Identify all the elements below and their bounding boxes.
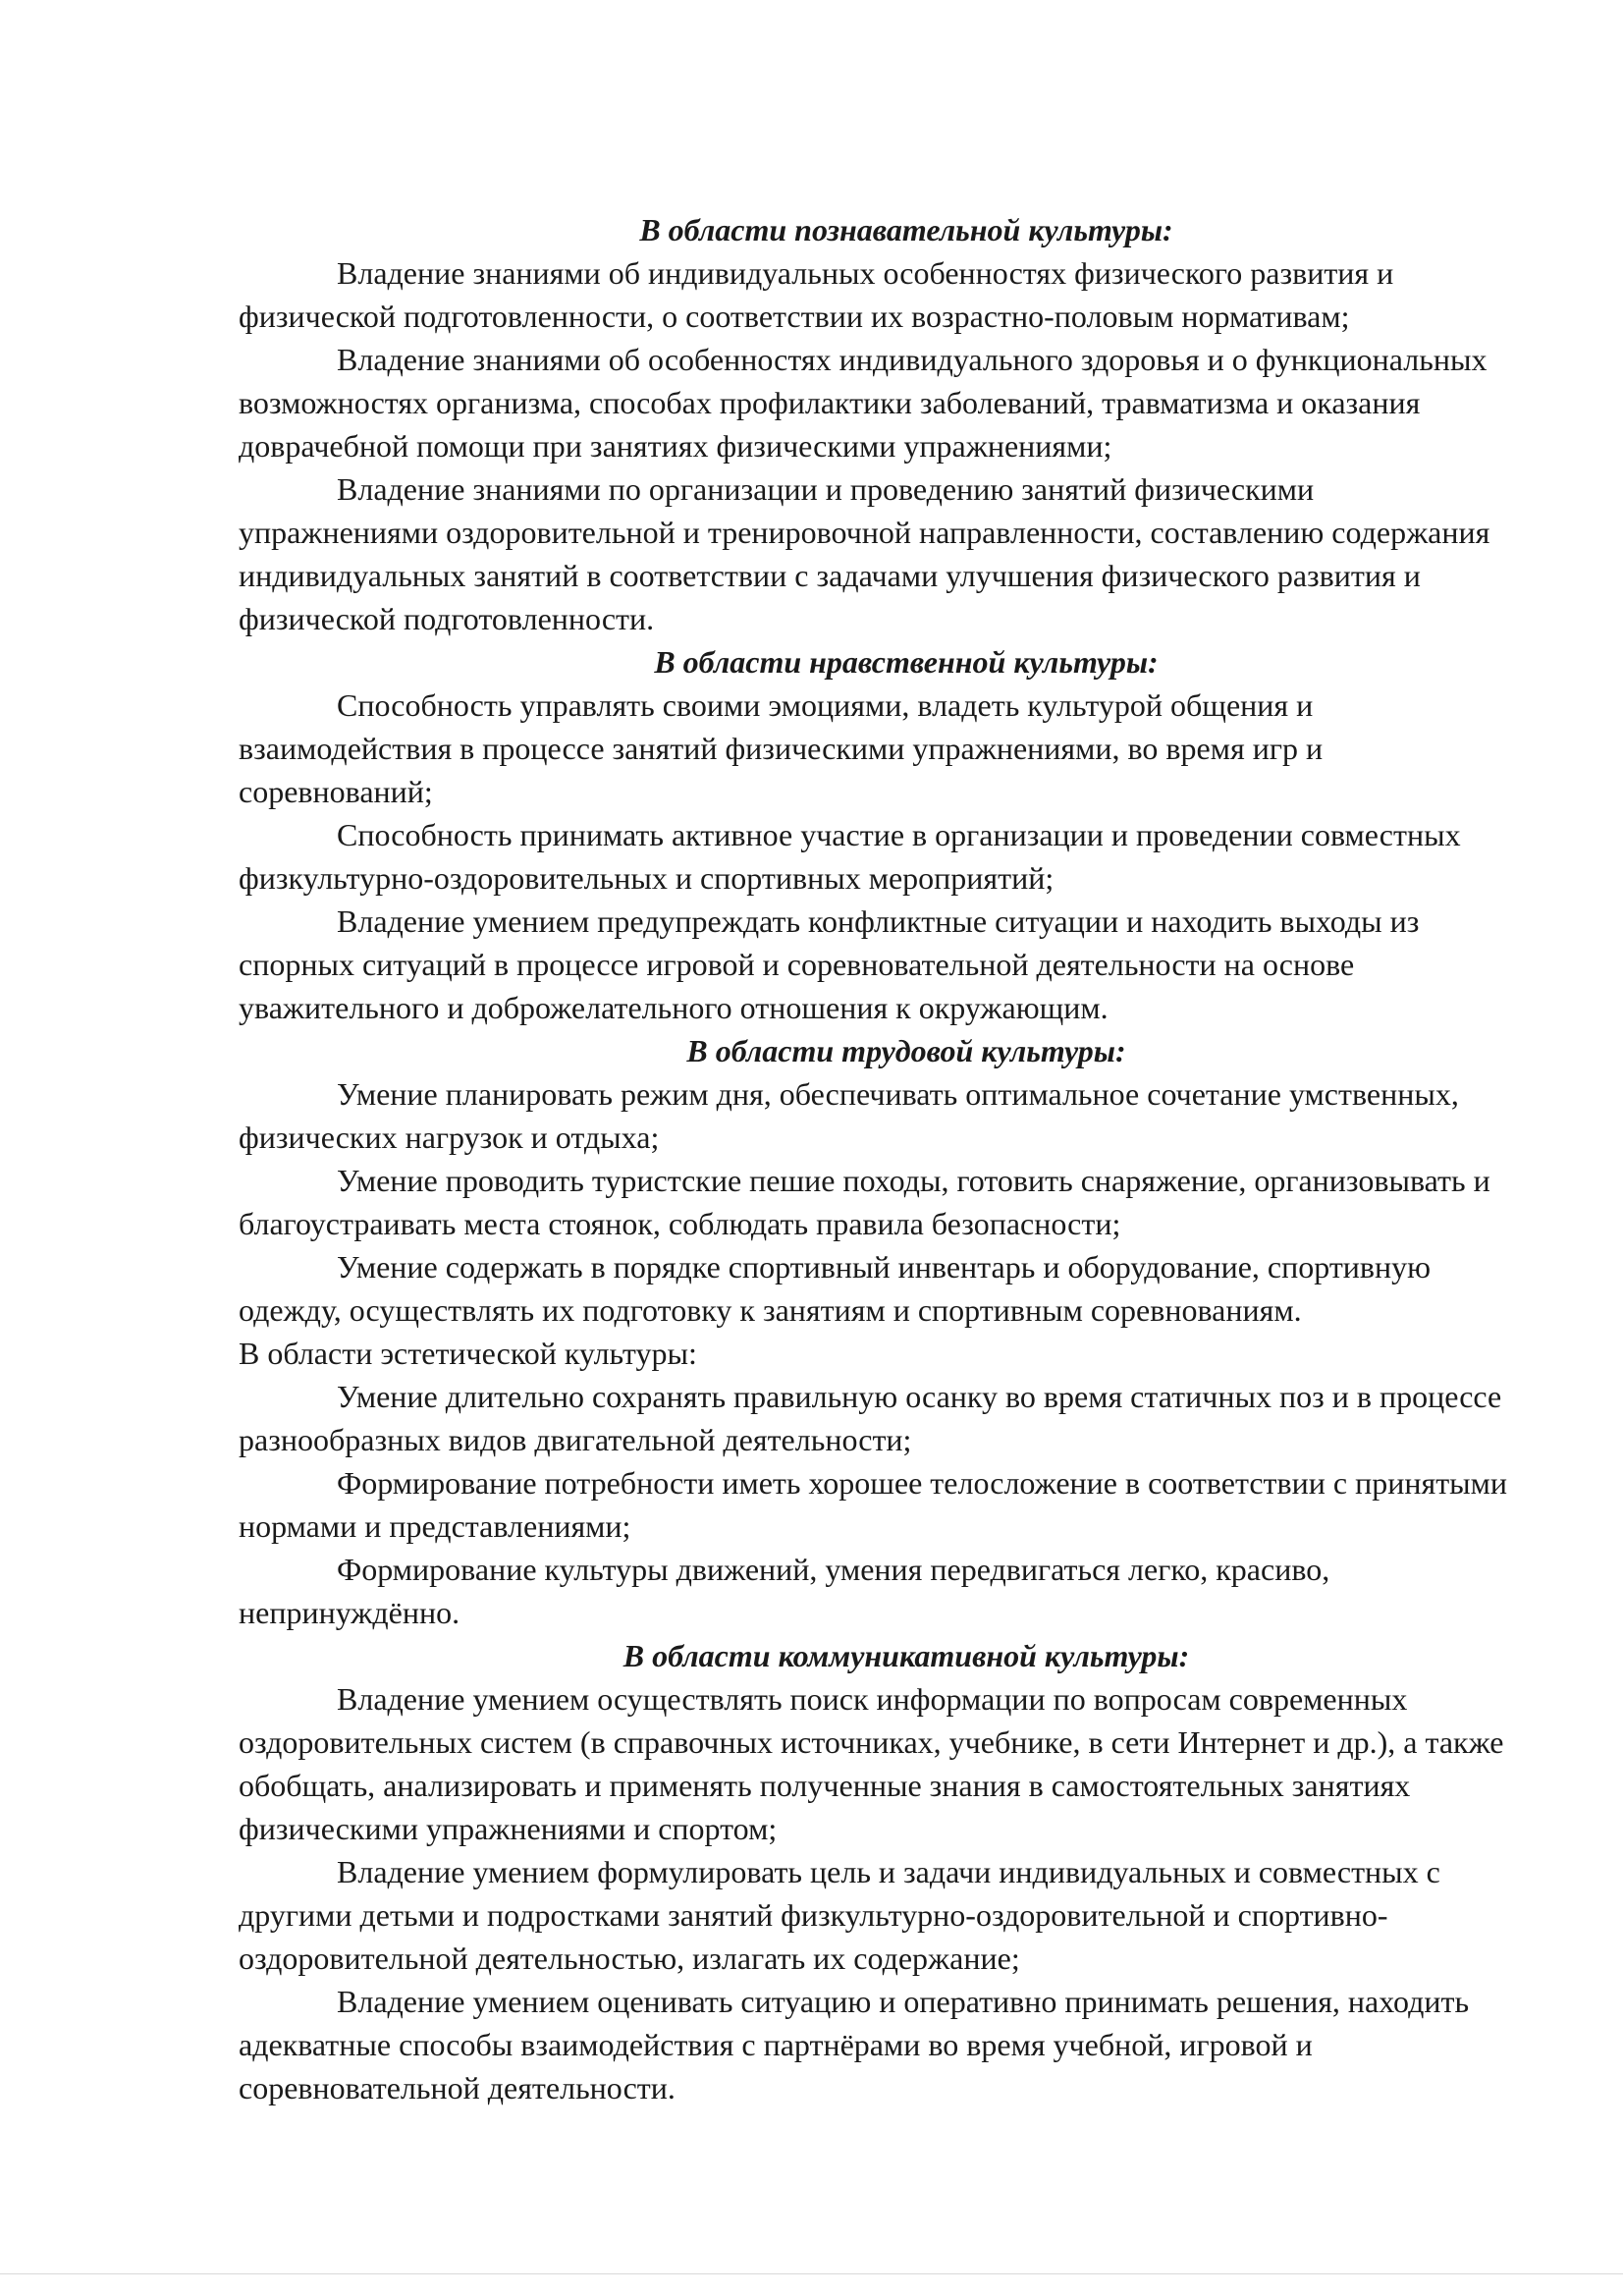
paragraph: Владение умением оценивать ситуацию и оперативно принимать решения, находить адекватные способы взаимодействия с партнёрами во время учебной, игровой и соревновательной деятельности. [239,1984,1470,2105]
paragraph: Способность управлять своими эмоциями, владеть культурой общения и взаимодействия в процессе занятий физическими упражнениями, во время игр и соревнований; [239,687,1324,809]
paragraph: Формирование культуры движений, умения передвигаться легко, красиво, непринуждённо. [239,1552,1330,1630]
paragraph: Способность принимать активное участие в организации и проведении совместных физкультурно-оздоровительных и спортивных мероприятий; [239,817,1461,896]
paragraph: Умение проводить туристские пешие походы, готовить снаряжение, организовывать и благоустраивать места стоянок, соблюдать правила безопасности; [239,1163,1490,1241]
heading-cognitive: В области познавательной культуры: [639,212,1173,247]
paragraph: Владение знаниями об особенностях индивидуального здоровья и о функциональных возможностях организма, способах профилактики заболеваний, травматизма и оказания доврачебной помощи при занятиях физическими упражнениями; [239,342,1488,464]
paragraph: Умение содержать в порядке спортивный инвентарь и оборудование, спортивную одежду, осуществлять их подготовку к занятиям и спортивным соревнованиям. [239,1249,1432,1328]
paragraph: Владение знаниями по организации и проведению занятий физическими упражнениями оздоровительной и тренировочной направленности, составлению содержания индивидуальных занятий в соответствии с задачами улучшения физического развития и физической подготовленности. [239,471,1490,636]
paragraph: Владение знаниями об индивидуальных особенностях физического развития и физической подготовленности, о соответствии их возрастно-половым нормативам; [239,255,1394,334]
heading-labor: В области трудовой культуры: [686,1033,1126,1068]
paragraph: Владение умением предупреждать конфликтные ситуации и находить выходы из спорных ситуаций в процессе игровой и соревновательной деятельности на основе уважительного и доброжелательного отношения к окружающим. [239,903,1420,1025]
paragraph: Умение планировать режим дня, обеспечивать оптимальное сочетание умственных, физических нагрузок и отдыха; [239,1076,1459,1155]
page-bottom-edge [0,2273,1623,2274]
paragraph: Умение длительно сохранять правильную осанку во время статичных поз и в процессе разнообразных видов двигательной деятельности; [239,1379,1502,1457]
paragraph: Формирование потребности иметь хорошее телосложение в соответствии с принятыми нормами и представлениями; [239,1465,1508,1544]
heading-communicative: В области коммуникативной культуры: [622,1638,1190,1673]
paragraph: Владение умением формулировать цель и задачи индивидуальных и совместных с другими детьми и подростками занятий физкультурно-оздоровительной и спортивно-оздоровительной деятельностью, излагать их содержание; [239,1854,1440,1976]
document-page [239,208,1515,2109]
heading-moral: В области нравственной культуры: [654,644,1159,680]
paragraph: Владение умением осуществлять поиск информации по вопросам современных оздоровительных систем (в справочных источниках, учебнике, в сети Интернет и др.), а также обобщать, анализировать и применять полученные знания в самостоятельных занятиях физическими упражнениями и спортом; [239,1681,1504,1846]
heading-aesthetic: В области эстетической культуры: [239,1336,697,1371]
